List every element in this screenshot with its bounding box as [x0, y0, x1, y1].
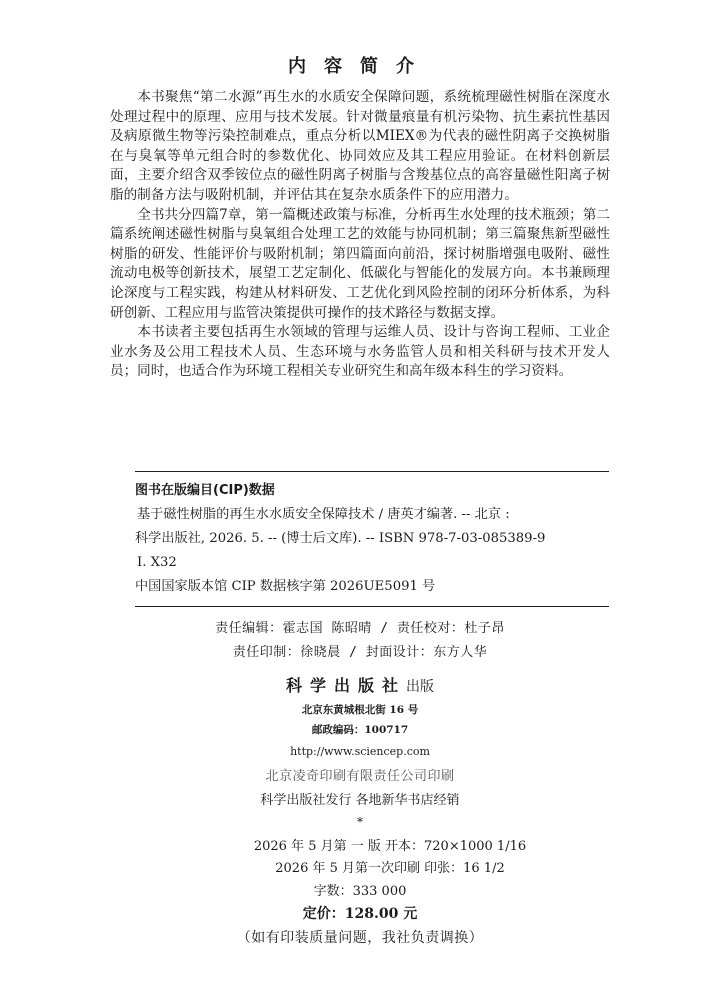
- edition-line-1: [0, 835, 720, 854]
- cip-line-2: 科学出版社, 2026. 5. -- (博士后文库). -- ISBN 978-7-03-085389-9: [135, 531, 546, 546]
- cip-record-number: 中国国家版本馆 CIP 数据核字第 2026UE5091 号: [135, 579, 436, 594]
- intro-title: 内容简介: [288, 56, 432, 77]
- credits-line-2: 责任印制：徐晓晨 / 封面设计：东方人华: [232, 645, 488, 660]
- publisher-address: 北京东黄城根北街 16 号: [301, 704, 419, 716]
- edition-text-2: 2026 年 5 月第一次印刷 印张：16 1/2: [275, 861, 505, 876]
- publisher-name: 科学出版社: [285, 676, 406, 695]
- credits-line-1: 责任编辑：霍志国 陈昭晴 / 责任校对：杜子昂: [215, 621, 505, 636]
- word-count: 字数：333 000: [313, 884, 407, 899]
- cip-bottom-divider: [135, 606, 609, 607]
- distributor: 科学出版社发行 各地新华书店经销: [260, 793, 460, 808]
- publisher-suffix: 出版: [406, 679, 434, 695]
- edition-text-1: 2026 年 5 月第 一 版 开本：720×1000 1/16: [253, 839, 527, 854]
- intro-paragraph-1: 本书聚焦“第二水源”再生水的水质安全保障问题，系统梳理磁性树脂在深度水处理过程中的原理、应用与技术发展。针对微量痕量有机污染物、抗生素抗性基因及病原微生物等污染控制难点，重点分析以MIEX®为代表的磁性阴离子交换树脂在与臭氧等单元组合时的参数优化、协同效应及其工程应用验证。在材料创新层面，主要介绍含双季铵位点的磁性阴离子树脂与含羧基位点的高容量磁性阳离子树脂的制备方法与吸附机制，并评估其在复杂水质条件下的应用潜力。: [110, 89, 610, 203]
- publisher-line: [0, 673, 720, 696]
- intro-body: [110, 88, 610, 382]
- quality-notice: （如有印装质量问题，我社负责调换）: [236, 930, 484, 946]
- separator-star: *: [357, 815, 363, 829]
- price: 定价：128.00 元: [302, 906, 418, 922]
- printer: 北京凌奇印刷有限责任公司印刷: [265, 769, 455, 784]
- cip-block: [135, 479, 609, 599]
- postcode: 邮政编码：100717: [311, 724, 409, 736]
- cip-header: 图书在版编目(CIP)数据: [135, 483, 275, 498]
- cip-line-1: 基于磁性树脂的再生水水质安全保障技术 / 唐英才编著. -- 北京 :: [137, 507, 510, 522]
- cip-classification: Ⅰ. X32: [137, 555, 177, 570]
- website: http://www.sciencep.com: [290, 745, 430, 758]
- edition-line-2: [0, 857, 720, 876]
- intro-paragraph-3: 本书读者主要包括再生水领域的管理与运维人员、设计与咨询工程师、工业企业水务及公用工程技术人员、生态环境与水务监管人员和相关科研与技术开发人员；同时，也适合作为环境工程相关专业研究生和高年级本科生的学习资料。: [110, 324, 610, 380]
- intro-paragraph-2: 全书共分四篇7章，第一篇概述政策与标准，分析再生水处理的技术瓶颈；第二篇系统阐述磁性树脂与臭氧组合处理工艺的效能与协同机制；第三篇聚焦新型磁性树脂的研发、性能评价与吸附机制；第四篇面向前沿，探讨树脂增强电吸附、磁性流动电极等创新技术，展望工艺定制化、低碳化与智能化的发展方向。本书兼顾理论深度与工程实践，构建从材料研发、工艺优化到风险控制的闭环分析体系，为科研创新、工程应用与监管决策提供可操作的技术路径与数据支撑。: [110, 206, 610, 321]
- cip-top-divider: [135, 471, 609, 472]
